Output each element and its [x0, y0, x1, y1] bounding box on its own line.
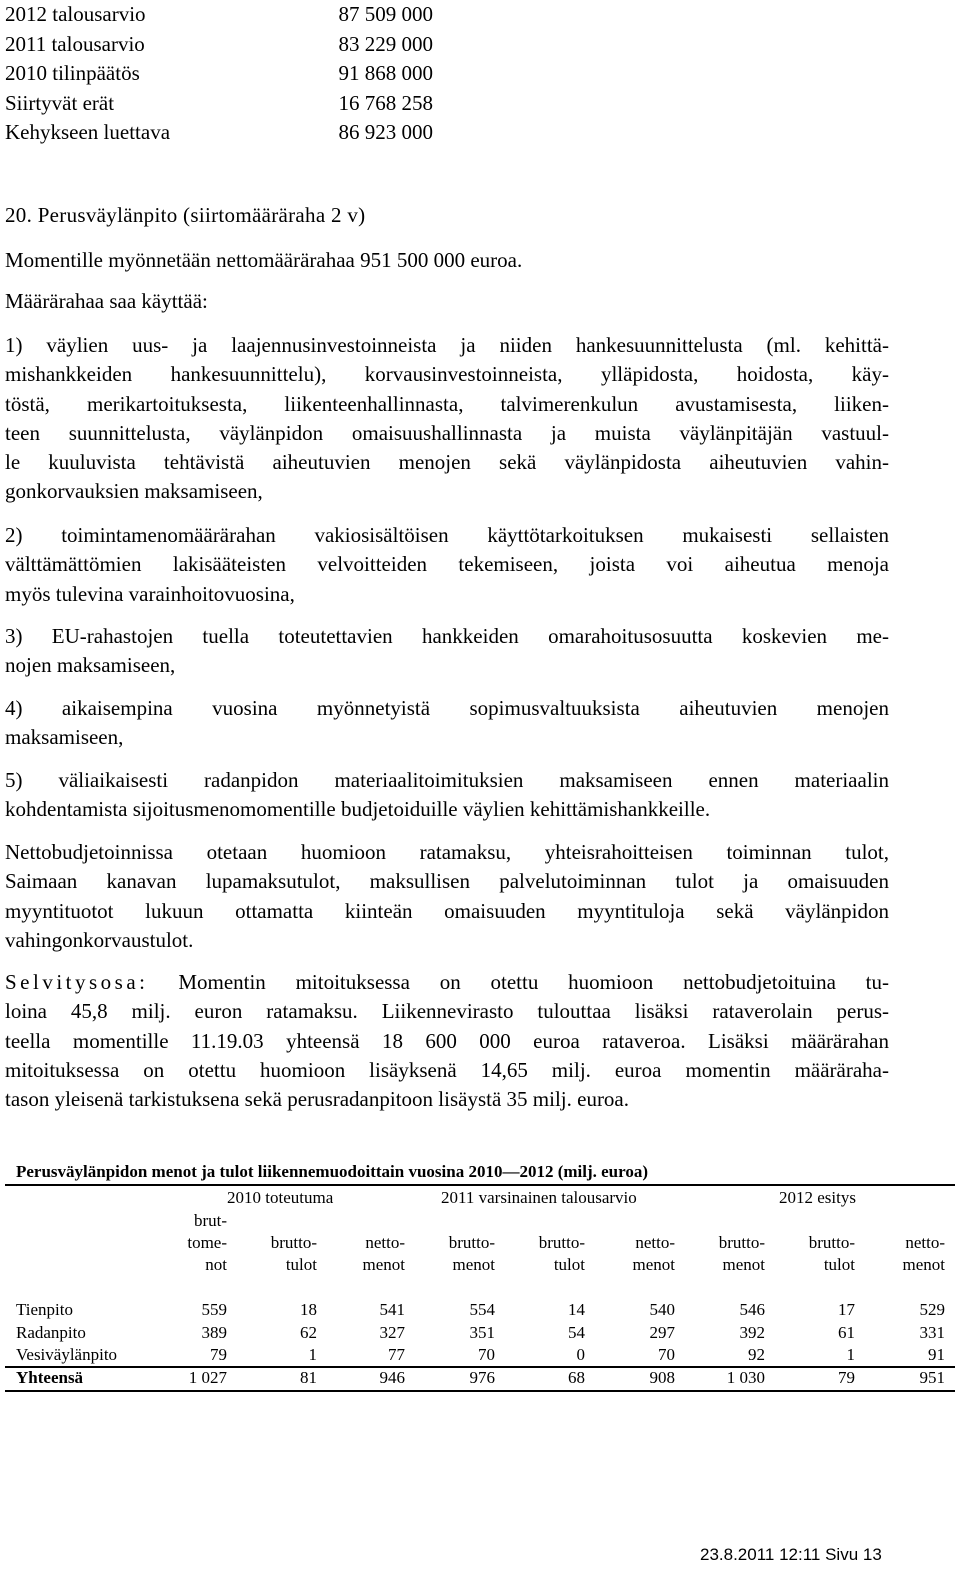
column-header: menot: [902, 1255, 945, 1274]
budget-value: 86 923 000: [338, 120, 433, 144]
row-name: Tienpito: [16, 1300, 74, 1319]
item-3: 3) EU-rahastojen tuella toteutettavien hankkeiden omarahoitusosuutta koskevien me- nojen maksamiseen,: [5, 624, 889, 678]
selvitys-label: Selvitysosa:: [5, 970, 149, 994]
table-row: [5, 1300, 955, 1322]
table-cell: 392: [739, 1322, 765, 1342]
table-cell: 541: [379, 1300, 405, 1319]
table-cell: 92: [748, 1345, 765, 1364]
column-header: menot: [362, 1255, 405, 1274]
table-group-header: 2011 varsinainen talousarvio: [441, 1188, 637, 1207]
moment-paragraph: Momentille myönnetään nettomäärärahaa 951 500 000 euroa.: [5, 248, 523, 272]
table-group-header: 2010 toteutuma: [227, 1188, 334, 1207]
table-cell: 62: [300, 1322, 317, 1342]
budget-row: [5, 0, 433, 30]
column-header: brutto-: [270, 1233, 317, 1252]
budget-label: Siirtyvät erät: [5, 90, 115, 115]
column-header: netto-: [905, 1233, 945, 1252]
column-header: menot: [632, 1255, 675, 1274]
column-header: menot: [722, 1255, 765, 1274]
table-cell: 908: [649, 1368, 675, 1387]
budget-label: 2010 tilinpäätös: [5, 61, 140, 85]
table-cell: 546: [739, 1300, 765, 1319]
table-cell: 81: [300, 1368, 317, 1387]
table-group-header: 2012 esitys: [779, 1188, 856, 1207]
budget-label: Kehykseen luettava: [5, 120, 171, 144]
table-cell: 14: [568, 1300, 585, 1319]
table-cell: 61: [838, 1322, 855, 1342]
table-cell: 70: [658, 1345, 675, 1364]
section-title: 20. Perusväylänpito (siirtomääräraha 2 v): [5, 203, 366, 227]
table-cell: 1 027: [188, 1368, 227, 1387]
row-name: Vesiväylänpito: [16, 1345, 118, 1364]
column-header: brutto-: [718, 1233, 765, 1252]
table-total-row: [5, 1368, 955, 1390]
table-cell: 297: [649, 1322, 675, 1342]
table-cell: 951: [919, 1368, 945, 1387]
column-header: brutto-: [538, 1233, 585, 1252]
column-header: brutto-: [808, 1233, 855, 1252]
budget-row: [5, 118, 433, 148]
budget-label: 2011 talousarvio: [5, 31, 145, 56]
item-2: 2) toimintamenomäärärahan vakiosisältöisen käyttötarkoituksen mukaisesti sellaisten välttämättömien lakisääteisten velvoitteiden tekemiseen, joista voi aiheutua menoja myös tulevina varainhoitovuosina,: [5, 523, 889, 606]
column-header: tulot: [823, 1255, 855, 1274]
item-4: 4) aikaisempina vuosina myönnetyistä sopimusvaltuuksista aiheutuvien menojen maksamiseen,: [5, 696, 889, 750]
column-header: netto-: [635, 1233, 675, 1252]
budget-value: 91 868 000: [338, 61, 433, 85]
table-bottom-rule: [5, 1390, 955, 1392]
column-header: brut-: [193, 1211, 227, 1230]
table-cell: 540: [649, 1300, 675, 1319]
table-cell: 79: [838, 1368, 855, 1387]
usage-intro: Määrärahaa saa käyttää:: [5, 289, 208, 313]
table-caption: Perusväylänpidon menot ja tulot liikennemuodoittain vuosina 2010—2012 (milj. euroa): [16, 1162, 649, 1181]
table-cell: 946: [379, 1368, 405, 1387]
table-row: [5, 1345, 955, 1367]
budget-row: [5, 30, 433, 60]
netto-paragraph: Nettobudjetoinnissa otetaan huomioon ratamaksu, yhteisrahoitteisen toiminnan tulot, Saimaan kanavan lupamaksutulot, maksullisen palvelutoiminnan tulot ja omaisuuden myyntituotot lukuun ottamatta kiinteän omaisuuden myyntituloja sekä väylänpidon vahingonkorvaustulot.: [5, 840, 889, 952]
table-cell: 1: [308, 1345, 317, 1364]
column-header: menot: [452, 1255, 495, 1274]
table-cell: 91: [928, 1345, 945, 1364]
table-cell: 331: [919, 1322, 945, 1342]
table-cell: 389: [201, 1322, 227, 1342]
table-cell: 0: [576, 1345, 585, 1364]
row-name: Yhteensä: [16, 1368, 84, 1387]
table-row: [5, 1323, 955, 1345]
column-header: tulot: [553, 1255, 585, 1274]
budget-summary: [5, 0, 433, 148]
budget-row: [5, 89, 433, 119]
row-name: Radanpito: [16, 1322, 86, 1342]
table-cell: 327: [379, 1322, 405, 1342]
table-cell: 77: [388, 1345, 405, 1364]
column-header: not: [205, 1255, 227, 1274]
page-footer: 23.8.2011 12:11 Sivu 13: [700, 1545, 882, 1564]
budget-label: 2012 talousarvio: [5, 2, 146, 26]
column-header: tome-: [187, 1233, 227, 1252]
column-header: netto-: [365, 1233, 405, 1252]
table-cell: 70: [478, 1345, 495, 1364]
table-cell: 79: [210, 1345, 227, 1364]
column-header: brutto-: [448, 1233, 495, 1252]
item-1: 1) väylien uus- ja laajennusinvestoinneista ja niiden hankesuunnittelusta (ml. kehittä- mishankkeiden hankesuunnittelu), korvausinvestoinneista, ylläpidosta, hoidosta, käy- töstä, merikartoituksesta, liikenteenhallinnasta, talvimerenkulun avustamisesta, liiken- teen suunnittelusta, väylänpidon omaisuushallinnasta ja muista väylänpitäjän vastuul- le kuuluvista tehtävistä aiheutuvien menojen sekä väylänpidosta aiheutuvien vahin- gonkorvauksien maksamiseen,: [5, 333, 889, 504]
table-cell: 68: [568, 1368, 585, 1387]
budget-value: 87 509 000: [338, 2, 433, 26]
table-top-rule: [5, 1184, 955, 1186]
item-5: 5) väliaikaisesti radanpidon materiaalitoimituksien maksamiseen ennen materiaalin kohdentamista sijoitusmenomomentille budjetoiduille väylien kehittämishankkeille.: [5, 768, 889, 822]
column-header: tulot: [285, 1255, 317, 1274]
table-cell: 529: [919, 1300, 945, 1319]
table-cell: 1 030: [726, 1368, 765, 1387]
budget-row: [5, 59, 433, 89]
table-cell: 351: [469, 1322, 495, 1342]
selvitys-paragraph: Selvitysosa: Momentin mitoituksessa on otettu huomioon nettobudjetoituina tu- loina 45,8 milj. euron ratamaksu. Liikennevirasto tulouttaa lisäksi rataverolain perus- teella momentille 11.19.03 yhteensä 18 600 000 euroa rataveroa. Lisäksi määrärahan mitoituksessa on otettu huomioon lisäyksenä 14,65 milj. euroa momentin määräraha- tason yleisenä tarkistuksena sekä perusradanpitoon lisäystä 35 milj. euroa.: [5, 970, 890, 1112]
budget-value: 83 229 000: [338, 31, 433, 56]
table-cell: 559: [201, 1300, 227, 1319]
table-cell: 17: [838, 1300, 855, 1319]
budget-value: 16 768 258: [338, 90, 433, 115]
table-cell: 54: [568, 1322, 585, 1342]
table-cell: 976: [469, 1368, 495, 1387]
table-cell: 1: [846, 1345, 855, 1364]
table-cell: 554: [469, 1300, 495, 1319]
table-cell: 18: [300, 1300, 317, 1319]
